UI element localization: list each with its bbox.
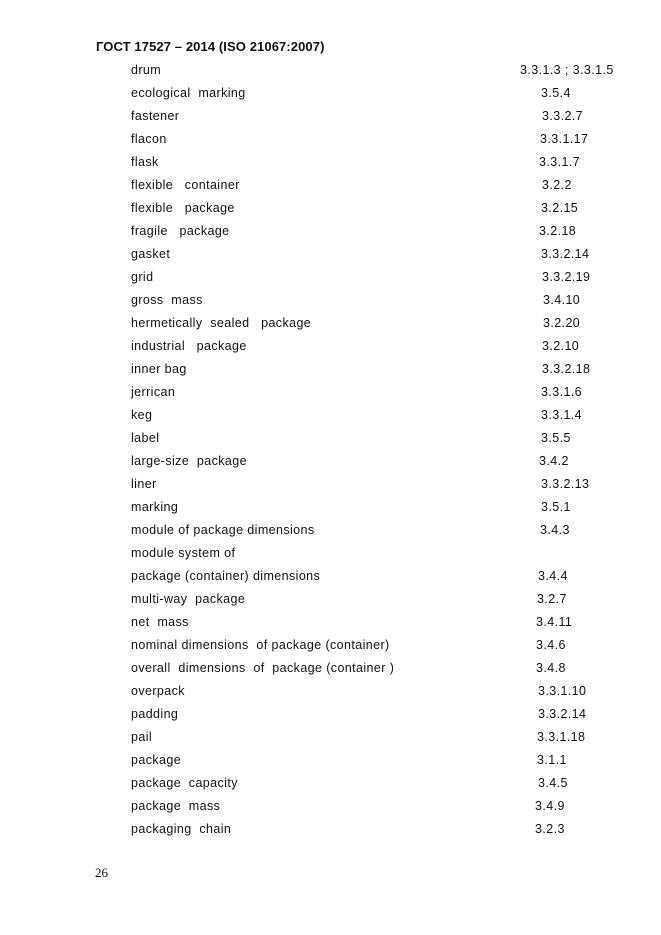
index-term: package mass	[131, 799, 221, 813]
index-entry	[0, 107, 661, 125]
index-term: flask	[131, 155, 159, 169]
index-entry	[0, 153, 661, 171]
index-reference: 3.4.3	[540, 523, 570, 537]
index-entry	[0, 636, 661, 654]
index-entry	[0, 728, 661, 746]
index-entry	[0, 406, 661, 424]
index-term: package capacity	[131, 776, 238, 790]
index-entry	[0, 797, 661, 815]
index-term: drum	[131, 63, 162, 77]
index-entry	[0, 820, 661, 838]
index-entry	[0, 429, 661, 447]
index-entry	[0, 590, 661, 608]
index-term: gross mass	[131, 293, 203, 307]
index-entry	[0, 360, 661, 378]
index-reference: 3.5.1	[541, 500, 571, 514]
index-entry	[0, 268, 661, 286]
index-term: label	[131, 431, 160, 445]
index-reference: 3.1.1	[537, 753, 567, 767]
index-term: overpack	[131, 684, 185, 698]
index-term: overall dimensions of package (container )	[131, 661, 395, 675]
index-term: inner bag	[131, 362, 187, 376]
index-term: gasket	[131, 247, 171, 261]
index-reference: 3.2.15	[541, 201, 579, 215]
index-reference: 3.2.10	[542, 339, 580, 353]
index-term: industrial package	[131, 339, 247, 353]
index-entry	[0, 314, 661, 332]
index-entry	[0, 337, 661, 355]
index-reference: 3.4.10	[543, 293, 581, 307]
index-entry	[0, 84, 661, 102]
index-entry	[0, 521, 661, 539]
index-term: ecological marking	[131, 86, 246, 100]
index-entry	[0, 199, 661, 217]
index-reference: 3.3.2.18	[542, 362, 591, 376]
index-entry	[0, 498, 661, 516]
index-term: padding	[131, 707, 179, 721]
index-term: fastener	[131, 109, 180, 123]
index-term: grid	[131, 270, 154, 284]
index-entry	[0, 705, 661, 723]
index-reference: 3.4.4	[538, 569, 568, 583]
index-reference: 3.3.1.10	[538, 684, 587, 698]
index-entry	[0, 61, 661, 79]
index-entry	[0, 567, 661, 585]
index-reference: 3.3.1.17	[540, 132, 589, 146]
index-term: marking	[131, 500, 179, 514]
index-entry	[0, 475, 661, 493]
index-reference: 3.3.2.19	[542, 270, 591, 284]
index-reference: 3.3.2.7	[542, 109, 584, 123]
index-reference: 3.3.1.3 ; 3.3.1.5	[520, 63, 614, 77]
index-reference: 3.4.9	[535, 799, 565, 813]
index-entry	[0, 176, 661, 194]
index-entry	[0, 222, 661, 240]
index-reference: 3.5.4	[541, 86, 571, 100]
index-entry	[0, 452, 661, 470]
index-term: fragile package	[131, 224, 230, 238]
index-entry	[0, 659, 661, 677]
index-reference: 3.4.5	[538, 776, 568, 790]
index-entry	[0, 291, 661, 309]
index-reference: 3.2.7	[537, 592, 567, 606]
index-reference: 3.4.11	[536, 615, 573, 629]
index-term: liner	[131, 477, 157, 491]
index-reference: 3.2.18	[539, 224, 577, 238]
index-reference: 3.2.2	[542, 178, 572, 192]
index-reference: 3.3.1.4	[541, 408, 583, 422]
index-term: packaging chain	[131, 822, 232, 836]
index-reference: 3.3.1.7	[539, 155, 581, 169]
index-term: net mass	[131, 615, 189, 629]
index-term: keg	[131, 408, 153, 422]
document-header: ГОСТ 17527 – 2014 (ISO 21067:2007)	[96, 39, 325, 54]
index-term: nominal dimensions of package (container)	[131, 638, 390, 652]
index-reference: 3.5.5	[541, 431, 571, 445]
index-term: package	[131, 753, 182, 767]
index-entry	[0, 682, 661, 700]
index-entry	[0, 751, 661, 769]
index-reference: 3.3.1.6	[541, 385, 583, 399]
index-term: hermetically sealed package	[131, 316, 312, 330]
index-entry	[0, 613, 661, 631]
index-term: flexible package	[131, 201, 235, 215]
index-reference: 3.3.1.18	[537, 730, 586, 744]
page-number: 26	[95, 865, 108, 880]
index-reference: 3.3.2.14	[541, 247, 590, 261]
index-term: module of package dimensions	[131, 523, 315, 537]
index-entry	[0, 245, 661, 263]
index-term: large-size package	[131, 454, 247, 468]
index-term: pail	[131, 730, 153, 744]
index-term: module system of	[131, 546, 236, 560]
index-entry	[0, 383, 661, 401]
index-reference: 3.2.20	[543, 316, 581, 330]
index-reference: 3.4.2	[539, 454, 569, 468]
index-reference: 3.2.3	[535, 822, 565, 836]
index-reference: 3.4.6	[536, 638, 566, 652]
index-term: multi-way package	[131, 592, 246, 606]
index-term: jerrican	[131, 385, 176, 399]
index-reference: 3.4.8	[536, 661, 566, 675]
index-entry	[0, 130, 661, 148]
index-entry	[0, 544, 661, 562]
index-term: flexible container	[131, 178, 240, 192]
index-term: flacon	[131, 132, 167, 146]
index-entry	[0, 774, 661, 792]
index-reference: 3.3.2.13	[541, 477, 590, 491]
index-reference: 3.3.2.14	[538, 707, 587, 721]
index-term: package (container) dimensions	[131, 569, 321, 583]
